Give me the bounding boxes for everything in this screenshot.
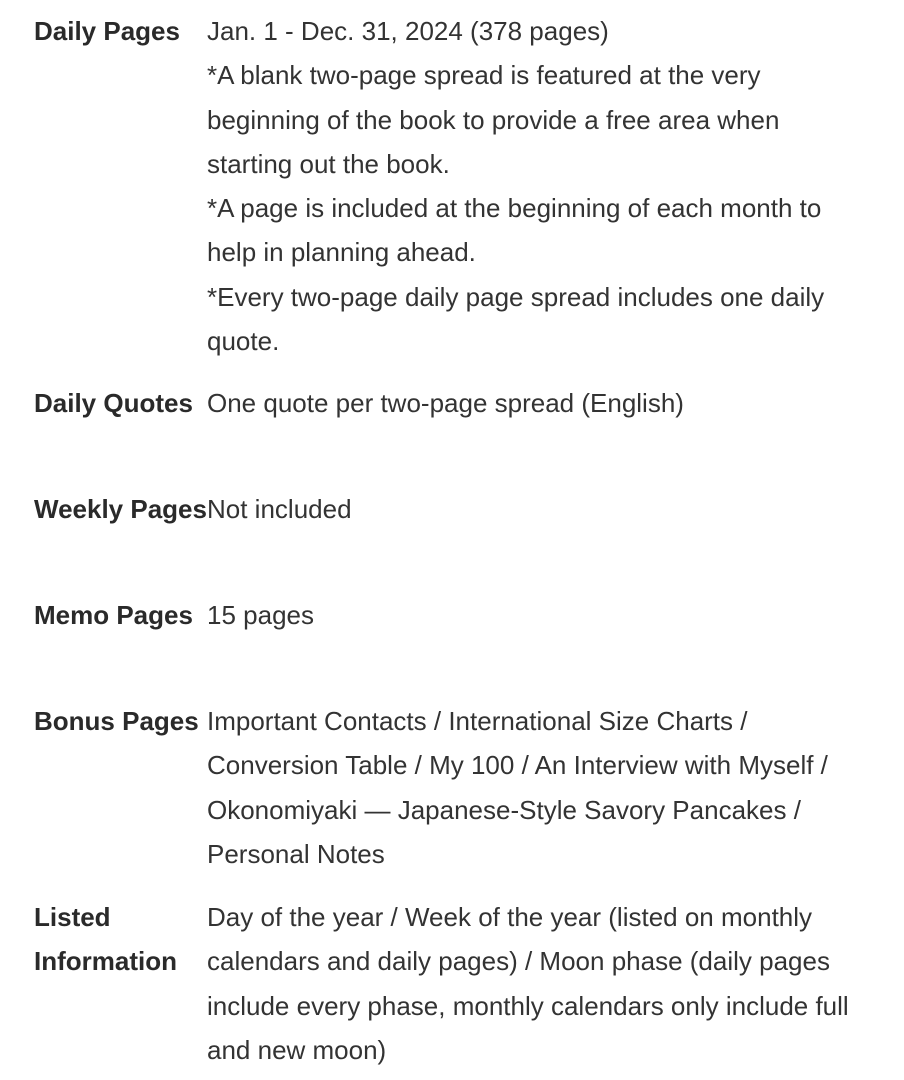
spec-value-daily-pages [207,9,867,363]
daily-pages-note-daily-quote: *Every two-page daily page spread includes one daily quote. [207,281,825,357]
spec-value-memo-pages: 15 pages [207,600,314,630]
spec-value-listed-information: Day of the year / Week of the year (listed on monthly calendars and daily pages) / Moon phase (daily pages include every phase, monthly calendars only include full and new moon) [207,902,849,1065]
daily-pages-note-monthly-page: *A page is included at the beginning of each month to help in planning ahead. [207,193,822,268]
spec-row-bonus-pages [0,699,904,895]
spec-value-daily-quotes: One quote per two-page spread (English) [207,388,684,418]
spec-label-listed-information: Listed Information [34,902,177,976]
spec-label-weekly-pages: Weekly Pages [34,494,207,524]
spec-label-bonus-pages: Bonus Pages [34,706,199,736]
spec-label-daily-quotes: Daily Quotes [34,388,193,418]
spec-label-daily-pages: Daily Pages [34,16,180,46]
spec-value-bonus-pages: Important Contacts / International Size Charts / Conversion Table / My 100 / An Interview with Myself / Okonomiyaki — Japanese-Style Savory Pancakes / Personal Notes [207,706,828,869]
spec-label-memo-pages: Memo Pages [34,600,193,630]
spec-row-weekly-pages [0,487,904,593]
spec-row-daily-pages [0,9,904,381]
daily-pages-note-blank-spread: *A blank two-page spread is featured at the very beginning of the book to provide a free area when starting out the book. [207,60,780,179]
spec-row-memo-pages [0,593,904,699]
spec-value-weekly-pages: Not included [207,494,352,524]
spec-row-daily-quotes [0,381,904,487]
daily-pages-date-range: Jan. 1 - Dec. 31, 2024 (378 pages) [207,16,609,46]
spec-row-listed-information [0,895,904,1072]
